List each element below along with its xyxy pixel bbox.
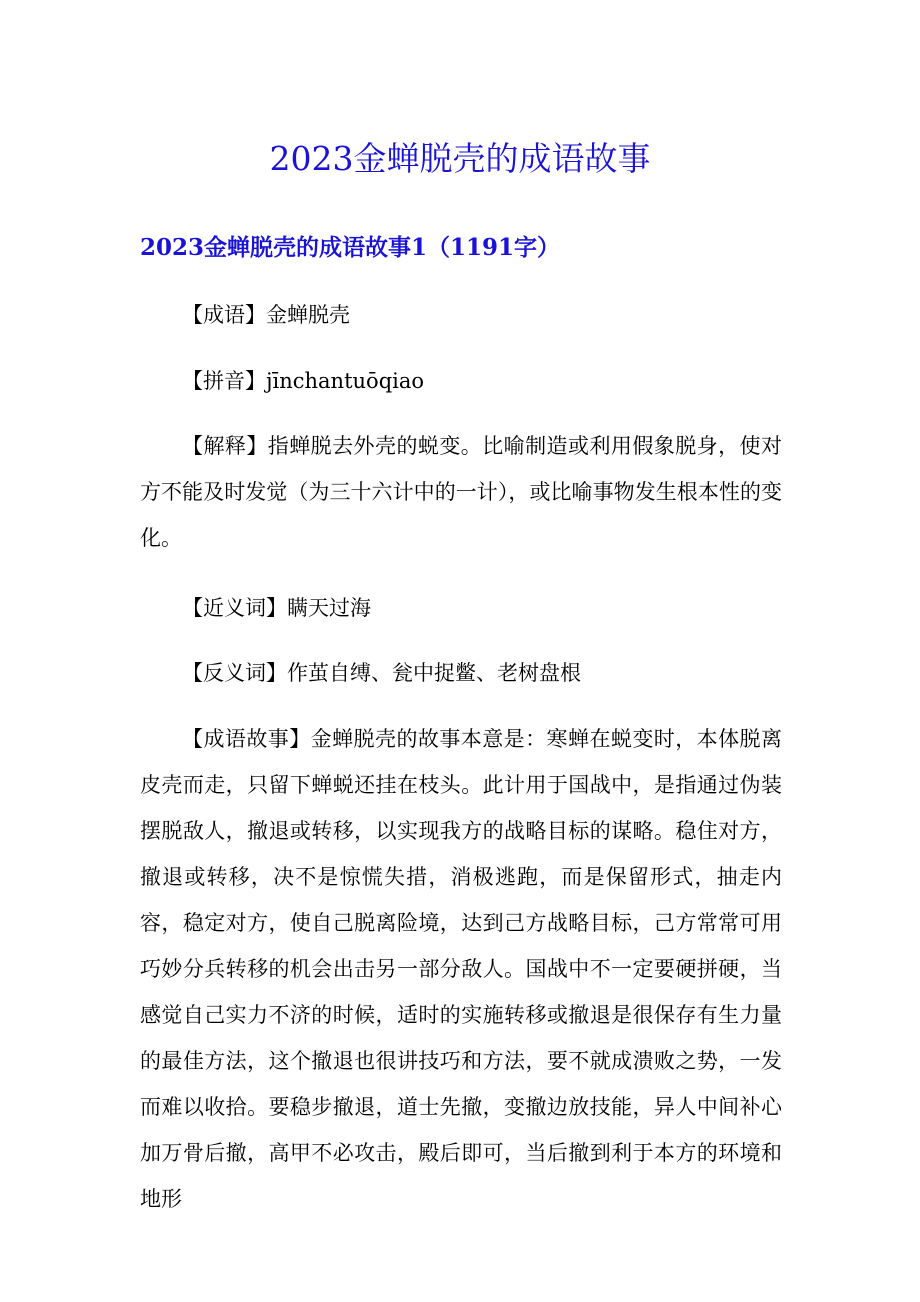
entry-story-text: 金蝉脱壳的故事本意是：寒蝉在蜕变时，本体脱离皮壳而走，只留下蝉蜕还挂在枝头。此计用于国战中，是指通过伪装摆脱敌人，撤退或转移，以实现我方的战略目标的谋略。稳住对方，撤退或转移，决不是惊慌失措，消极逃跑，而是保留形式，抽走内容，稳定对方，使自己脱离险境，达到己方战略目标，己方常常可用巧妙分兵转移的机会出击另一部分敌人。国战中不一定要硬拼硬，当感觉自己实力不济的时候，适时的实施转移或撤退是很保存有生力量的最佳方法，这个撤退也很讲技巧和方法，要不就成溃败之势，一发而难以收拾。要稳步撤退，道士先撤，变撤边放技能，异人中间补心加万骨后撤，高甲不必攻击，殿后即可，当后撤到利于本方的环境和地形 <box>140 727 783 1211</box>
entry-story-label: 【成语故事】 <box>182 727 311 751</box>
document-title: 2023金蝉脱壳的成语故事 <box>269 139 651 178</box>
entry-explanation <box>140 423 782 561</box>
entry-explanation-label: 【解释】 <box>182 434 268 458</box>
entry-synonym-label: 【近义词】 <box>182 596 287 620</box>
section-heading: 2023金蝉脱壳的成语故事1（1191字） <box>140 234 561 261</box>
entry-pinyin <box>140 358 782 404</box>
entry-idiom-label: 【成语】 <box>182 303 266 327</box>
entry-explanation-text: 指蝉脱去外壳的蜕变。比喻制造或利用假象脱身，使对方不能及时发觉（为三十六计中的一计），或比喻事物发生根本性的变化。 <box>140 434 783 550</box>
entry-synonym-text: 瞒天过海 <box>287 596 371 620</box>
entry-synonym <box>140 585 782 631</box>
entry-pinyin-text: jīnchantuōqiao <box>266 369 425 393</box>
entry-idiom-text: 金蝉脱壳 <box>266 303 350 327</box>
entry-idiom <box>140 292 782 338</box>
entry-antonym-label: 【反义词】 <box>182 661 287 685</box>
entry-antonym <box>140 650 782 696</box>
entry-antonym-text: 作茧自缚、瓮中捉鳖、老树盘根 <box>287 661 581 685</box>
entry-pinyin-label: 【拼音】 <box>182 369 266 393</box>
entry-story <box>140 716 782 1222</box>
